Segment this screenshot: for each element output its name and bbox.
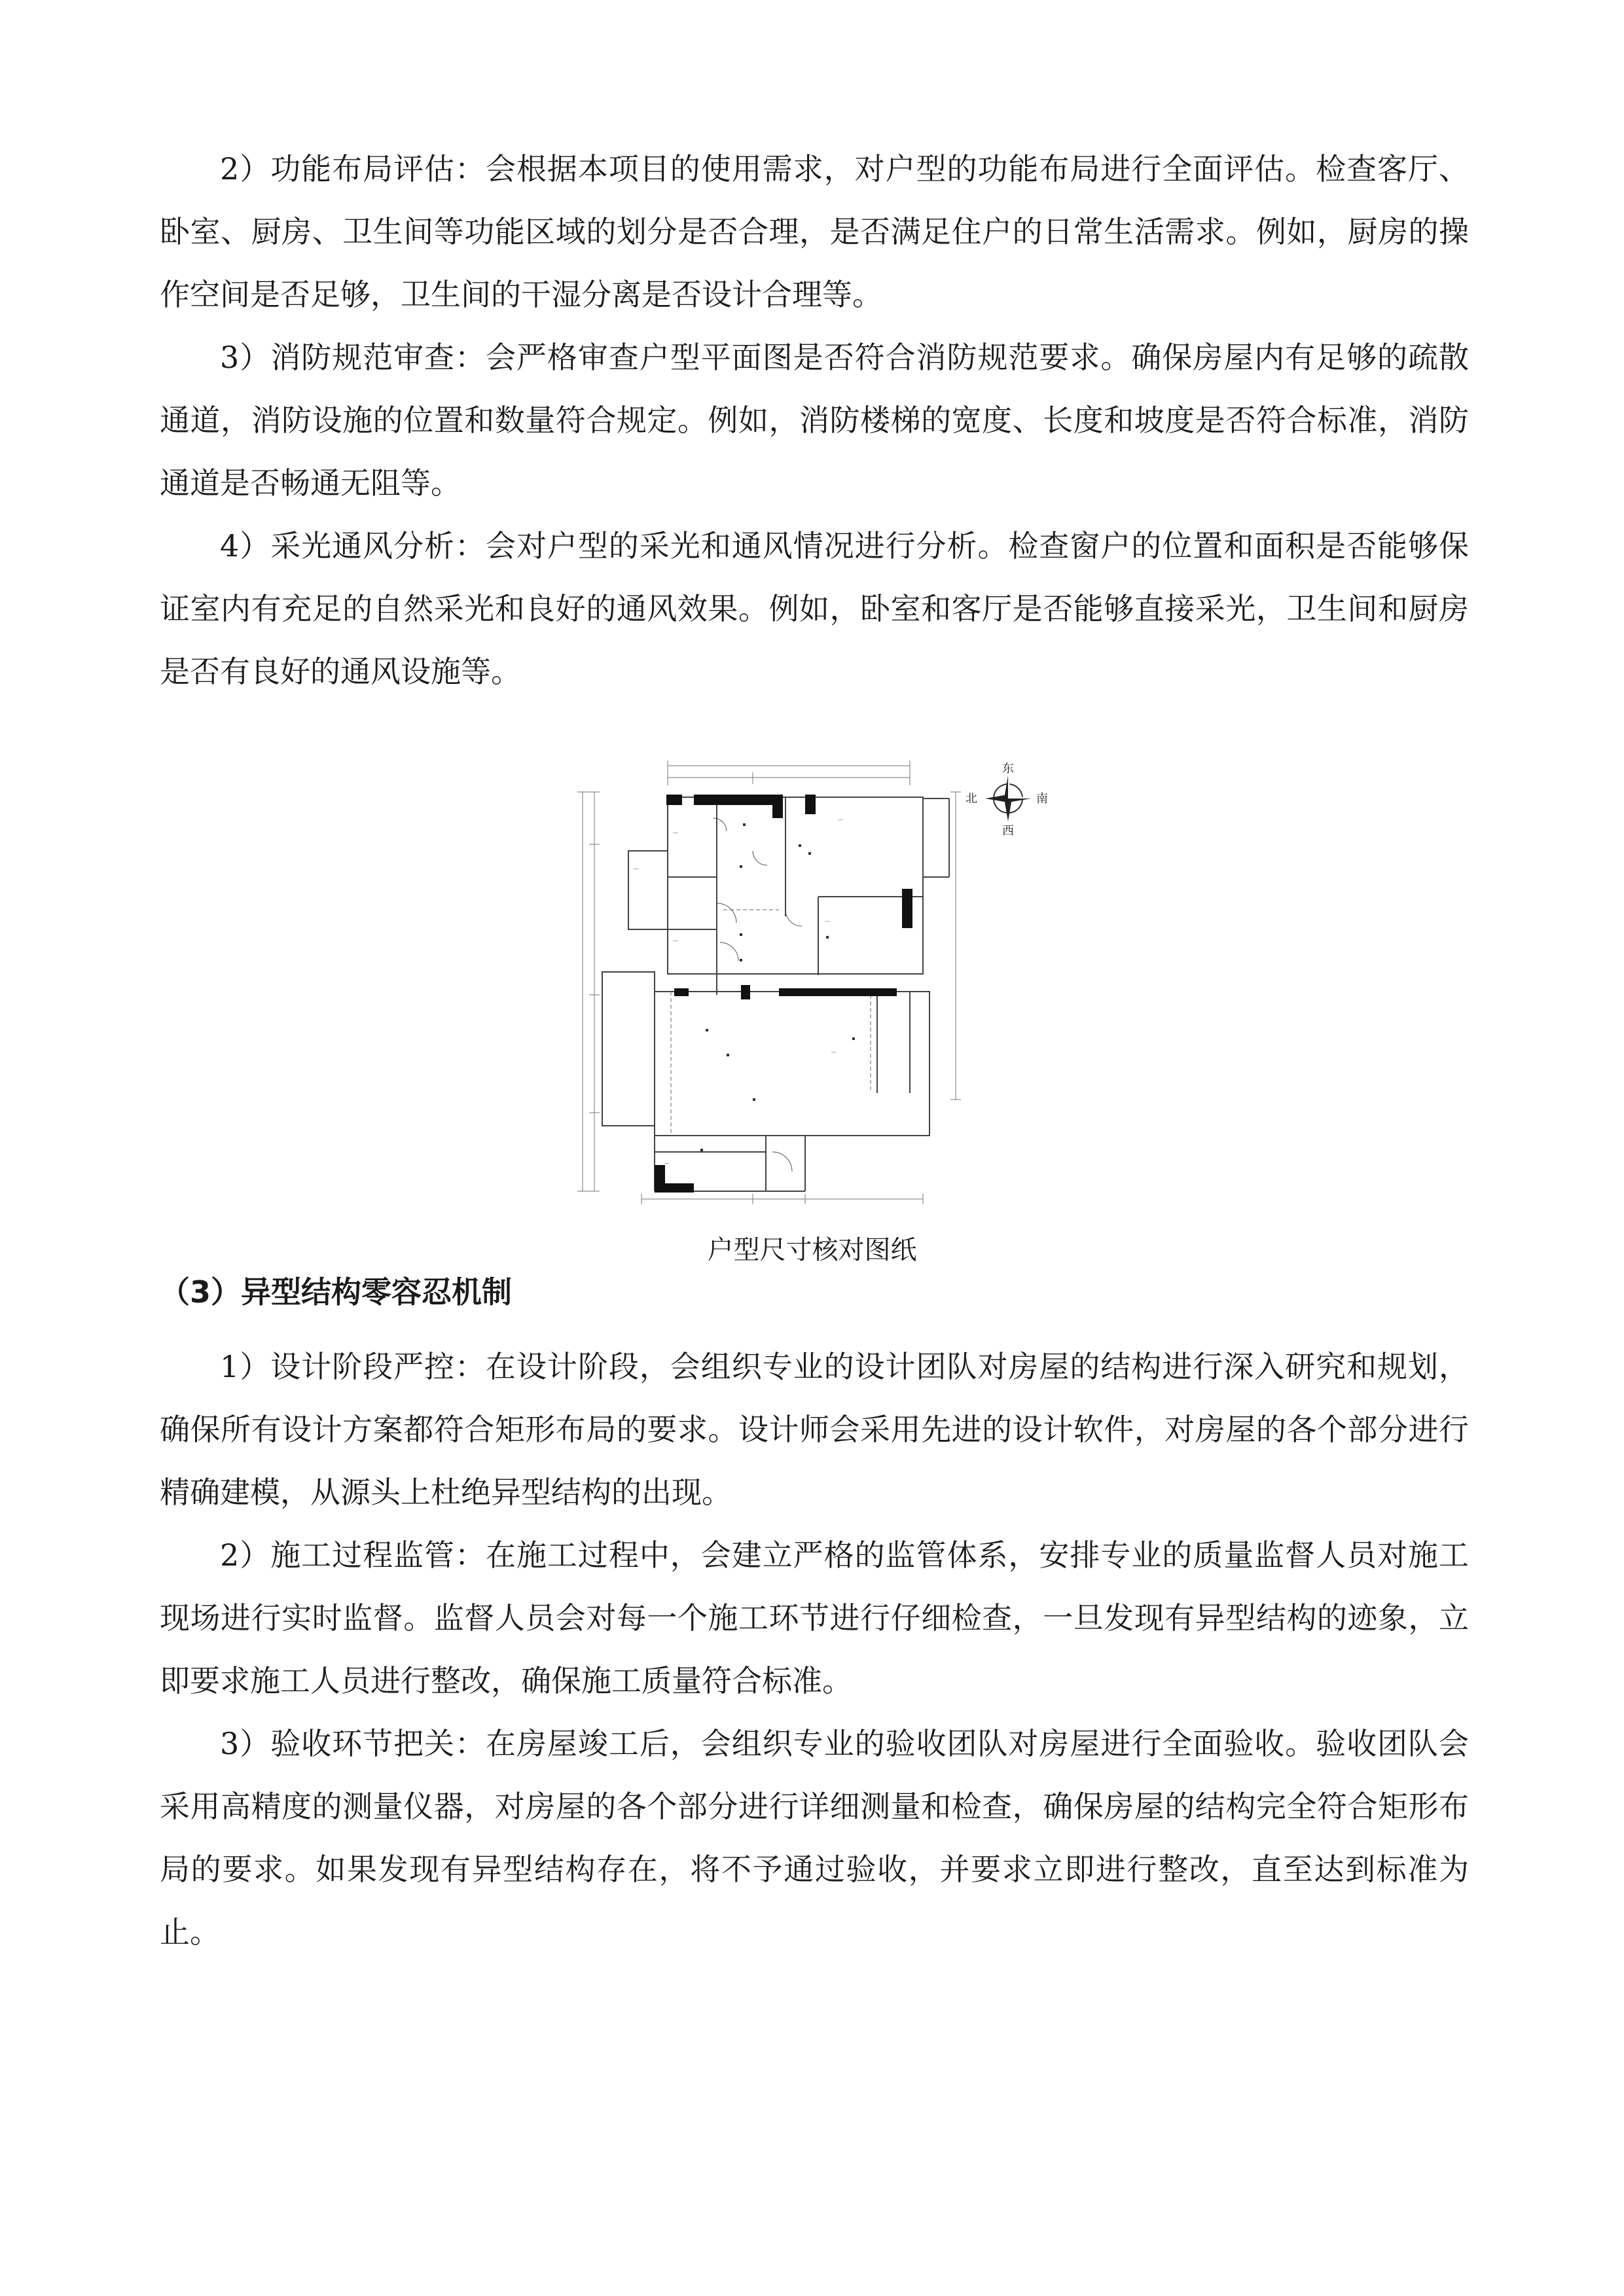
- compass-north-label: 北: [965, 792, 977, 806]
- compass-east-label: 东: [1002, 762, 1014, 776]
- svg-text:---: ---: [664, 1161, 670, 1166]
- floor-plan-drawing: [556, 746, 1067, 1217]
- paragraph-design-control: 1）设计阶段严控：在设计阶段，会组织专业的设计团队对房屋的结构进行深入研究和规划，确保所有设计方案都符合矩形布局的要求。设计师会采用先进的设计软件，对房屋的各个部分进行精确建模，从源头上杜绝异型结构的出现。: [160, 1349, 1469, 1510]
- figure-caption: 户型尺寸核对图纸: [707, 1235, 917, 1265]
- compass-south-label: 南: [1036, 792, 1048, 806]
- svg-text:---: ---: [831, 1050, 837, 1055]
- svg-text:---: ---: [673, 939, 678, 944]
- paragraph-lighting-ventilation: 4）采光通风分析：会对户型的采光和通风情况进行分析。检查窗户的位置和面积是否能够保证室内有充足的自然采光和良好的通风效果。例如，卧室和客厅是否能够直接采光，卫生间和厨房是否有良好的通风设施等。: [160, 528, 1469, 689]
- paragraph-construction-supervision: 2）施工过程监管：在施工过程中，会建立严格的监管体系，安排专业的质量监督人员对施工现场进行实时监督。监督人员会对每一个施工环节进行仔细检查，一旦发现有异型结构的迹象，立即要求施工人员进行整改，确保施工质量符合标准。: [160, 1537, 1469, 1698]
- compass-west-label: 西: [1002, 824, 1014, 838]
- svg-text:---: ---: [825, 919, 830, 924]
- svg-text:---: ---: [634, 867, 639, 872]
- floor-plan-figure: [556, 746, 1067, 1217]
- compass-icon: [985, 776, 1031, 821]
- paragraph-acceptance-check: 3）验收环节把关：在房屋竣工后，会组织专业的验收团队对房屋进行全面验收。验收团队会采用高精度的测量仪器，对房屋的各个部分进行详细测量和检查，确保房屋的结构完全符合矩形布局的要求。如果发现有异型结构存在，将不予通过验收，并要求立即进行整改，直至达到标准为止。: [160, 1726, 1469, 1950]
- section-heading: （3）异型结构零容忍机制: [160, 1274, 513, 1310]
- svg-text:---: ---: [673, 831, 678, 836]
- paragraph-fire-code-review: 3）消防规范审查：会严格审查户型平面图是否符合消防规范要求。确保房屋内有足够的疏散通道，消防设施的位置和数量符合规定。例如，消防楼梯的宽度、长度和坡度是否符合标准，消防通道是否畅通无阻等。: [160, 340, 1469, 501]
- paragraph-layout-assessment: 2）功能布局评估：会根据本项目的使用需求，对户型的功能布局进行全面评估。检查客厅、卧室、厨房、卫生间等功能区域的划分是否合理，是否满足住户的日常生活需求。例如，厨房的操作空间是否足够，卫生间的干湿分离是否设计合理等。: [160, 151, 1469, 312]
- svg-text:---: ---: [838, 817, 843, 823]
